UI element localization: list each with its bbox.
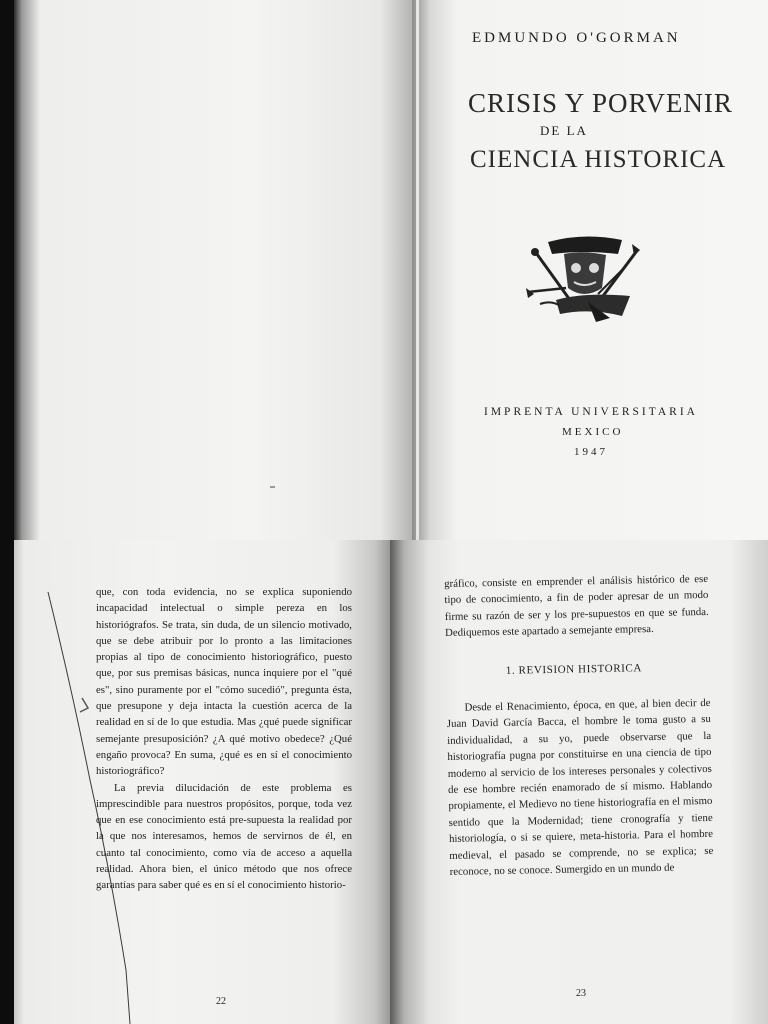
blank-page bbox=[14, 0, 412, 540]
page-22 bbox=[14, 540, 390, 1024]
author-name: EDMUNDO O'GORMAN bbox=[472, 30, 681, 46]
page-23 bbox=[390, 540, 768, 1024]
page-number-23: 23 bbox=[576, 988, 586, 999]
publication-year: 1947 bbox=[574, 446, 608, 458]
page-23-paragraph-2: Desde el Renacimiento, época, en que, al bien decir de Juan David García Bacca, el hombre le toma gusto a su individualidad, a su yo, puede observarse que la historiografía pugna por constituirse en una ciencia de tipo moderno al servicio de los intereses personales y colectivos de ese hombre recién enamorado de sí mismo. Hablando propiamente, el Medievo no tiene historiografía en el mismo sentido que la Modernidad; tiene cronografía y tiene historiología, o si se quiere, meta-historia. Para el hombre medieval, el pasado se comprende, no se explica; se reconoce, no se conoce. Sumergido en un mundo de bbox=[446, 696, 714, 879]
publication-city: MEXICO bbox=[562, 426, 624, 438]
book-title-line-3: CIENCIA HISTORICA bbox=[470, 146, 727, 173]
page-22-body bbox=[96, 584, 352, 894]
page-23-paragraph-1: gráfico, consiste en emprender el análisis histórico de ese tipo de conocimiento, a fin de poder apresar de un modo firme su razón de ser y los pre-supuestos en que se funda. Dediquemos este apartado a semejante empresa. bbox=[444, 572, 709, 640]
page-number-22: 22 bbox=[216, 996, 226, 1007]
page-22-paragraph-1: que, con toda evidencia, no se explica suponiendo incapacidad intelectual o simple pereza en los historiógrafos. Se trata, sin duda, de un silencio motivado, que se debe atribuir por lo pronto a las limitaciones propias al tipo de conocimiento historiográfico, puesto que, por sus premisas básicas, nunca inquiere por el "qué es", sino puramente por el "cómo sucedió", pregunta ésta, que presupone y deja intacta la cuestión acerca de la realidad en sí de lo que estudia. Mas ¿qué puede significar semejante presuposición? ¿A qué motivo obedece? ¿Qué engaño provoca? En suma, ¿qué es en sí el conocimiento historiográfico? bbox=[96, 586, 352, 778]
paper-speck bbox=[270, 486, 275, 488]
book-title-line-1: CRISIS Y PORVENIR bbox=[468, 88, 733, 118]
section-heading: 1. REVISION HISTORICA bbox=[505, 661, 643, 677]
book-title-line-2: DE LA bbox=[540, 123, 588, 138]
page-edge bbox=[416, 0, 419, 540]
page-23-body bbox=[444, 571, 714, 881]
publisher-emblem-icon bbox=[526, 230, 644, 324]
title-page bbox=[412, 0, 768, 540]
publisher-name: IMPRENTA UNIVERSITARIA bbox=[484, 406, 698, 418]
page-22-paragraph-2: La previa dilucidación de este problema es imprescindible para nuestros propósitos, porque, toda vez que en ese conocimiento está pre-supuesta la realidad por la que nos interesamos, hemos de servirnos de él, en cuanto tal conocimiento, como vía de acceso a aquella realidad. Ahora bien, el único método que nos ofrece garantías para saber qué es en sí el conocimiento historio- bbox=[96, 781, 352, 892]
